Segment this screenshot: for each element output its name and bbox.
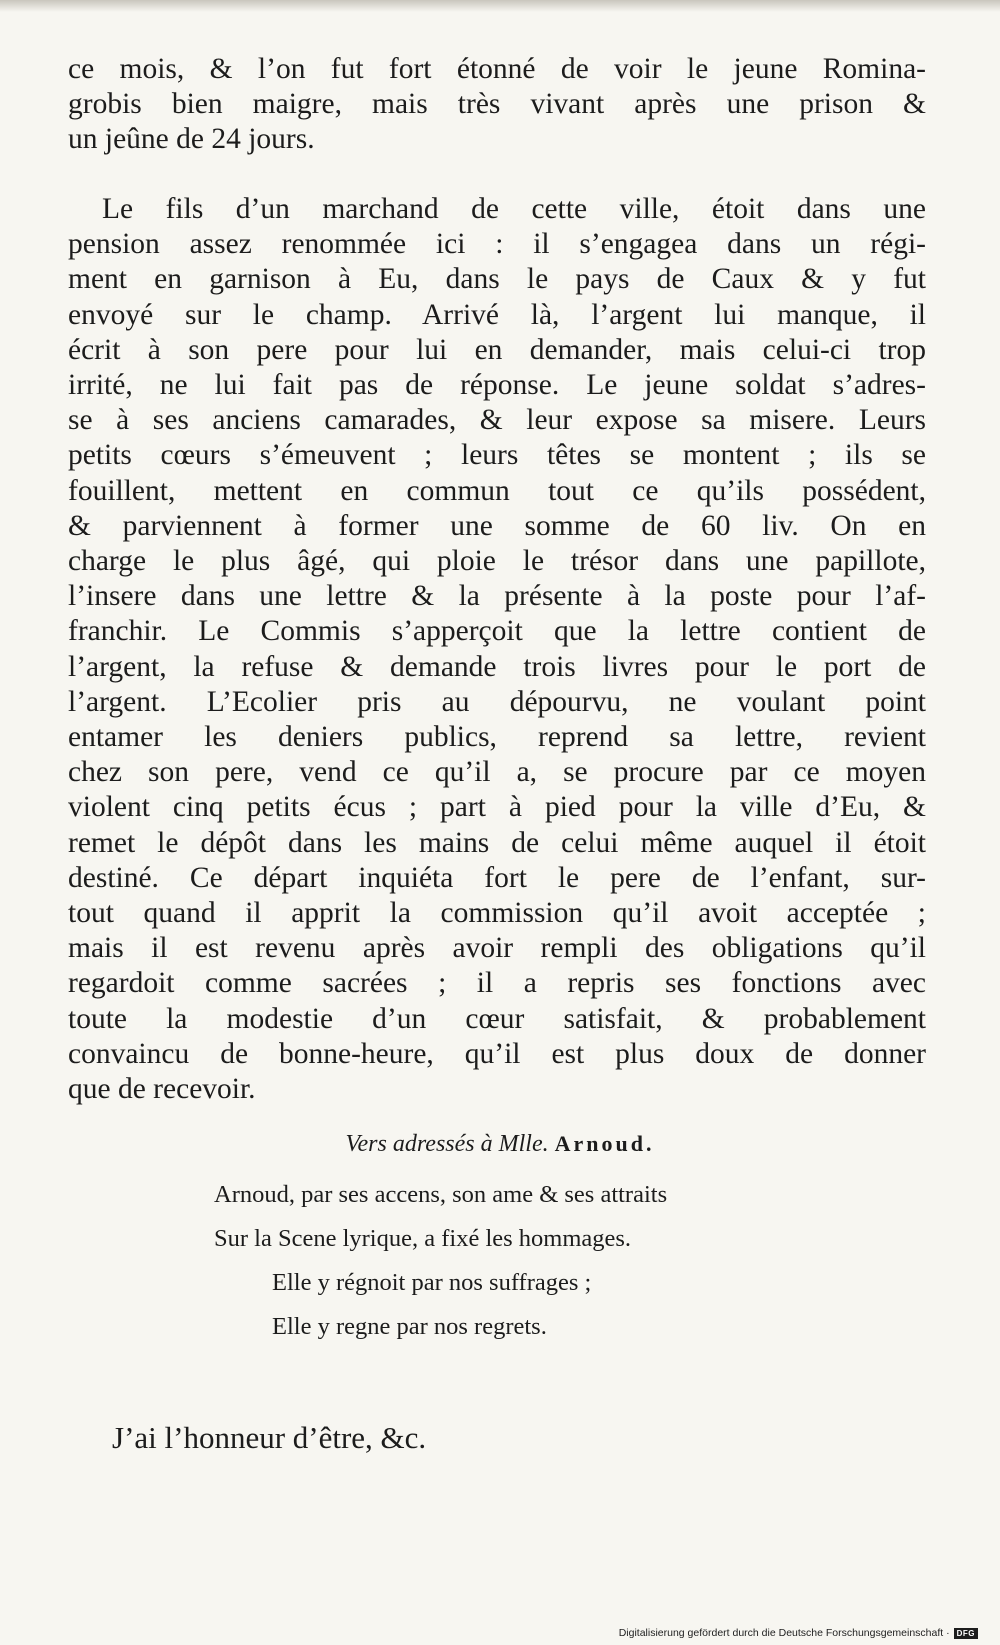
text-line: violent cinq petits écus ; part à pied pour la ville d’Eu, &	[68, 791, 926, 824]
text-line: irrité, ne lui fait pas de réponse. Le jeune soldat s’adres-	[68, 369, 926, 402]
text-line: grobis bien maigre, mais très vivant après une prison &	[68, 88, 926, 121]
poem-line: Arnoud, par ses accens, son ame & ses attraits	[214, 1181, 668, 1208]
text-line: regardoit comme sacrées ; il a repris ses fonctions avec	[68, 967, 926, 1000]
poem-title-name: Arnoud.	[554, 1131, 655, 1156]
text-line: fouillent, mettent en commun tout ce qu’ils possédent,	[68, 474, 926, 507]
poem-title-prefix: Vers adressés à Mlle.	[345, 1131, 549, 1157]
text-line: envoyé sur le champ. Arrivé là, l’argent lui manque, il	[68, 298, 926, 331]
text-line: & parviennent à former une somme de 60 liv. On en	[68, 509, 926, 542]
closing-salutation: J’ai l’honneur d’être, &c.	[112, 1420, 427, 1455]
text-line: remet le dépôt dans les mains de celui même auquel il étoit	[68, 826, 926, 859]
poem-line: Sur la Scene lyrique, a fixé les hommages.	[214, 1225, 632, 1252]
text-line: entamer les deniers publics, reprend sa lettre, revient	[68, 721, 926, 754]
poem-line: Elle y regne par nos regrets.	[272, 1313, 547, 1340]
text-line: ce mois, & l’on fut fort étonné de voir le jeune Romina-	[68, 53, 926, 85]
credit-text: Digitalisierung gefördert durch die Deutsche Forschungsgemeinschaft ·	[618, 1627, 950, 1639]
poem-title	[0, 1131, 1000, 1158]
text-line: Le fils d’un marchand de cette ville, étoit dans une	[102, 193, 926, 225]
text-line: ment en garnison à Eu, dans le pays de Caux & y fut	[68, 263, 926, 296]
text-line: écrit à son pere pour lui en demander, mais celui-ci trop	[68, 333, 926, 366]
text-line: que de recevoir.	[68, 1073, 256, 1106]
text-line: mais il est revenu après avoir rempli des obligations qu’il	[68, 932, 926, 965]
paragraph-1	[68, 52, 926, 158]
text-line: franchir. Le Commis s’apperçoit que la lettre contient de	[68, 615, 926, 648]
text-line: l’insere dans une lettre & la présente à la poste pour l’af-	[68, 580, 926, 613]
text-line: l’argent, la refuse & demande trois livres pour le port de	[68, 650, 926, 683]
text-line: tout quand il apprit la commission qu’il avoit acceptée ;	[68, 897, 926, 930]
digitization-credit	[619, 1627, 978, 1639]
text-line: petits cœurs s’émeuvent ; leurs têtes se montent ; ils se	[68, 439, 926, 472]
dfg-logo-icon: DFG	[954, 1628, 978, 1639]
text-line: convaincu de bonne-heure, qu’il est plus doux de donner	[68, 1037, 926, 1070]
text-line: un jeûne de 24 jours.	[68, 123, 315, 156]
text-line: chez son pere, vend ce qu’il a, se procure par ce moyen	[68, 756, 926, 789]
text-line: toute la modestie d’un cœur satisfait, & probablement	[68, 1002, 926, 1035]
poem-line: Elle y régnoit par nos suffrages ;	[272, 1269, 592, 1296]
text-line: destiné. Ce départ inquiéta fort le pere de l’enfant, sur-	[68, 861, 926, 894]
page-top-edge	[0, 0, 1000, 12]
text-line: charge le plus âgé, qui ploie le trésor dans une papillote,	[68, 545, 926, 578]
paragraph-2	[68, 192, 926, 1107]
text-line: pension assez renommée ici : il s’engagea dans un régi-	[68, 228, 926, 261]
text-line: l’argent. L’Ecolier pris au dépourvu, ne voulant point	[68, 685, 926, 718]
text-line: se à ses anciens camarades, & leur expose sa misere. Leurs	[68, 404, 926, 437]
